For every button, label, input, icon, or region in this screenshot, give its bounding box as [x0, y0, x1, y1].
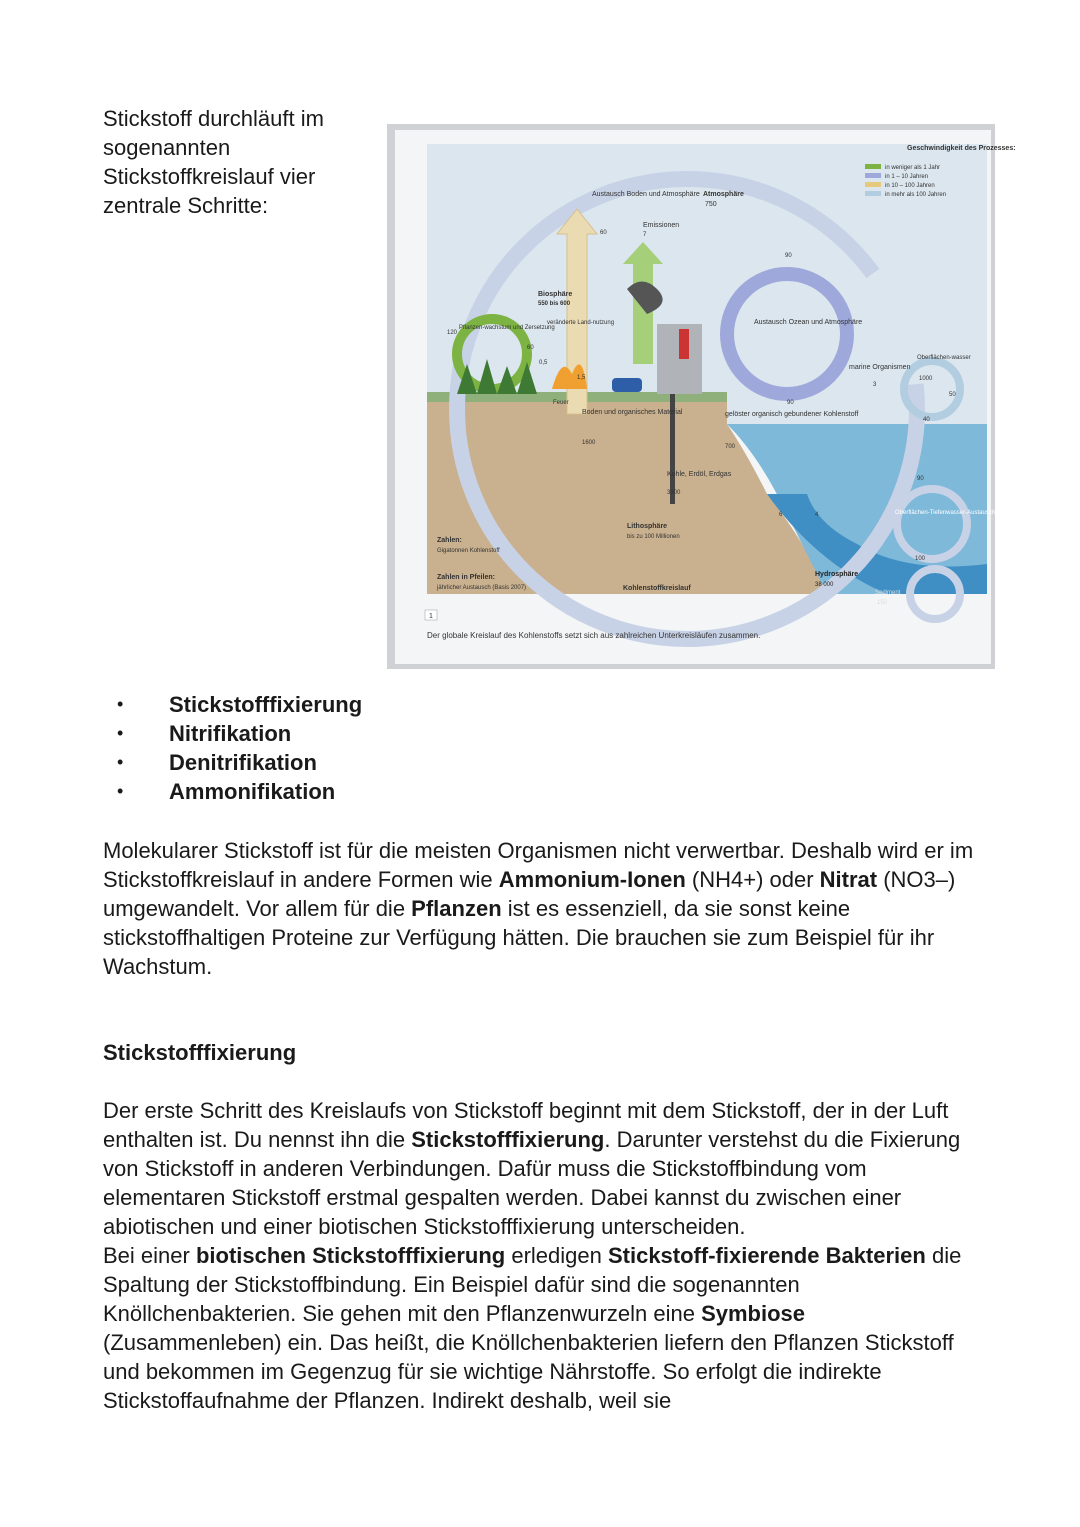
text-run: die Spaltung der Stickstoffbindung. Ein Beispiel dafür sind die sogenannten Knöllchenbakterien. Sie gehen mit den Pflanzenwurzeln eine — [103, 1243, 962, 1326]
carbon-cycle-photo — [387, 124, 1016, 669]
intro-text: Stickstoff durchläuft im sogenannten Stickstoffkreislauf vier zentrale Schritte: — [103, 106, 324, 218]
text-run: (NH4+) oder — [685, 867, 820, 892]
legend-swatch-3 — [865, 191, 881, 196]
bold-ammonium: Ammonium-Ionen — [498, 867, 686, 892]
legend-2: in 10 – 100 Jahren — [885, 183, 935, 189]
label-tiefen: Oberflächen-Tiefenwasser-Austausch — [895, 510, 996, 516]
list-item: • Ammonifikation — [117, 777, 362, 806]
label-60: 60 — [600, 230, 607, 236]
text-run: . Darunter verstehst du die Fixierung von Stickstoff in anderen Verbindungen. Dafür muss die Stickstoffbindung vom elementaren Stickstoff erstmal gespalten werden. Dabei kannst du zwischen einer abiotischen und einer biotischen Stickstofffixierung unterscheiden. — [103, 1127, 961, 1239]
label-zahlen-sub: Gigatonnen Kohlenstoff — [437, 548, 500, 554]
label-pflanzen: Pflanzen-wachstum und Zersetzung — [459, 325, 555, 331]
label-austausch-boden: Austausch Boden und Atmosphäre — [592, 191, 700, 198]
label-lithosphaere: Lithosphäre — [627, 523, 668, 530]
label-marine-val: 3 — [873, 382, 877, 388]
bold-term: biotischen Stickstofffixierung — [195, 1243, 506, 1268]
figure-number: 1 — [429, 613, 433, 620]
chimney — [679, 329, 689, 359]
bold-pflanzen: Pflanzen — [411, 896, 502, 921]
label-4: 4 — [815, 512, 819, 518]
list-item: • Denitrifikation — [117, 748, 362, 777]
legend-swatch-1 — [865, 173, 881, 178]
label-zahlen: Zahlen: — [437, 537, 462, 544]
bold-term: Stickstofffixierung — [411, 1127, 605, 1152]
label-biosphaere: Biosphäre — [538, 291, 573, 298]
label-hydrosphaere: Hydrosphäre — [815, 571, 859, 578]
paragraph-fixation — [103, 1096, 983, 1415]
label-hydrosphaere-val: 38 000 — [815, 582, 834, 588]
label-lithosphaere-val: bis zu 100 Millionen — [627, 534, 680, 540]
legend-3: in mehr als 100 Jahren — [885, 192, 947, 198]
label-ozean: Austausch Ozean und Atmosphäre — [754, 319, 863, 326]
label-90-right: 90 — [917, 476, 924, 482]
bold-term: Symbiose — [701, 1301, 805, 1326]
steps-list — [117, 690, 362, 806]
bold-term: Stickstoff-fixierende Bakterien — [607, 1243, 926, 1268]
label-sediment: Sediment — [875, 590, 901, 596]
legend-0: in weniger als 1 Jahr — [885, 165, 941, 171]
text-run: Molekularer Stickstoff ist für die meisten Organismen nicht verwertbar. Deshalb wird er im Stickstoffkreislauf in andere Formen wie — [103, 838, 974, 892]
label-40: 40 — [923, 417, 930, 423]
legend-1: in 1 – 10 Jahren — [885, 174, 929, 180]
text-run: Der erste Schritt des Kreislaufs von Stickstoff beginnt mit dem Stickstoff, der in der Luft enthalten ist. Du nennst ihn die — [103, 1098, 949, 1152]
legend-swatch-0 — [865, 164, 881, 169]
label-biosphaere-val: 550 bis 600 — [538, 301, 571, 307]
label-sediment-val: 150 — [877, 600, 888, 606]
bold-nitrat: Nitrat — [819, 867, 878, 892]
label-120: 120 — [447, 330, 458, 336]
carbon-cycle-diagram — [387, 124, 1016, 669]
figure-caption: Der globale Kreislauf des Kohlenstoffs setzt sich aus zahlreichen Unterkreisläufen zusammen. — [427, 631, 761, 640]
label-boden-val: 1600 — [582, 440, 596, 446]
legend-title: Geschwindigkeit des Prozesses: — [907, 145, 1016, 152]
label-atmosphaere-val: 750 — [705, 201, 717, 208]
label-emissionen: Emissionen — [643, 222, 680, 229]
text-run: Bei einer — [103, 1243, 196, 1268]
label-geloest-val: 700 — [725, 444, 736, 450]
label-oberflaechen-val: 1000 — [919, 376, 933, 382]
text-run: (NO3–) umgewandelt. Vor allem für die — [103, 867, 956, 921]
paragraph-molecular-nitrogen — [103, 836, 983, 981]
car — [612, 378, 642, 392]
label-feuer: Feuer — [553, 400, 569, 406]
label-kohle: Kohle, Erdöl, Erdgas — [667, 471, 732, 478]
label-kohle-val: 3300 — [667, 490, 681, 496]
label-oberflaechen: Oberflächen-wasser — [917, 355, 971, 361]
text-run: (Zusammenleben) ein. Das heißt, die Knöllchenbakterien liefern den Pflanzen Stickstoff und bekommen im Gegenzug für sie wichtige Nährstoffe. So erfolgt die indirekte Stickstoffaufnahme der Pflanzen. Indirekt deshalb, weil sie — [103, 1330, 954, 1413]
label-kreislauf: Kohlenstoffkreislauf — [623, 585, 691, 592]
legend-swatch-2 — [865, 182, 881, 187]
label-emissionen-val: 7 — [643, 232, 647, 238]
label-zahlen-pfeile-sub: jährlicher Austausch (Basis 2007) — [437, 585, 527, 591]
label-100: 100 — [915, 556, 926, 562]
label-6: 6 — [779, 512, 783, 518]
label-geloest: gelöster organisch gebundener Kohlenstoff — [725, 411, 859, 418]
text-run: erledigen — [505, 1243, 608, 1268]
list-item: • Nitrifikation — [117, 719, 362, 748]
label-90-top: 90 — [785, 253, 792, 259]
section-heading: Stickstofffixierung — [103, 1040, 297, 1065]
label-atmosphaere: Atmosphäre — [703, 191, 744, 198]
label-marine: marine Organismen — [849, 364, 911, 371]
label-60b: 60 — [527, 345, 534, 351]
label-veraenderte: veränderte Land-nutzung — [547, 320, 615, 326]
label-15: 1,5 — [577, 375, 586, 381]
label-boden: Boden und organisches Material — [582, 409, 683, 416]
label-50: 50 — [949, 392, 956, 398]
label-05: 0,5 — [539, 360, 548, 366]
label-90-mid: 90 — [787, 400, 794, 406]
label-zahlen-pfeile: Zahlen in Pfeilen: — [437, 574, 495, 581]
list-item: • Stickstofffixierung — [117, 690, 362, 719]
text-run: ist es essenziell, da sie sonst keine stickstoffhaltigen Proteine zur Verfügung hätten. Die brauchen sie zum Beispiel für ihr Wachstum. — [103, 896, 935, 979]
